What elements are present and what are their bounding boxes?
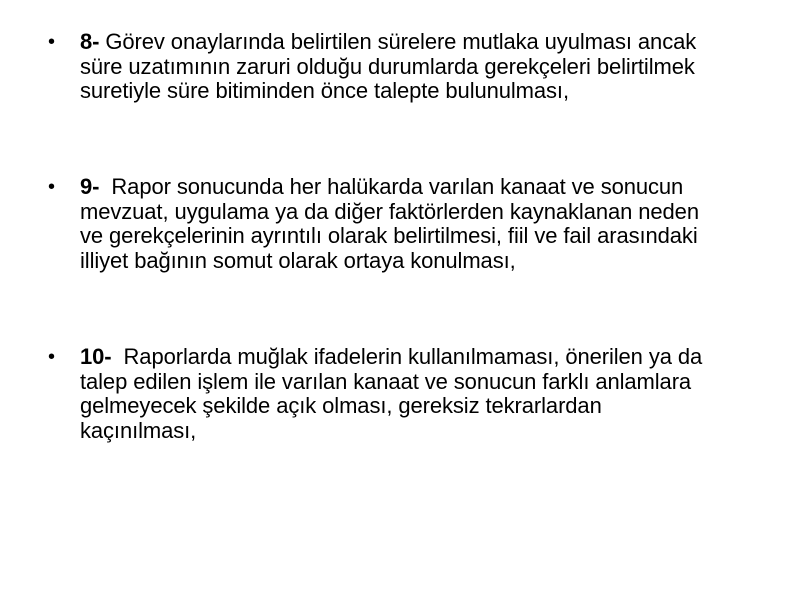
item-text — [80, 175, 720, 273]
bullet-icon: • — [48, 176, 56, 198]
item-text — [80, 345, 720, 443]
bullet-icon: • — [48, 31, 56, 53]
item-body: Raporlarda muğlak ifadelerin kullanılmaması, önerilen ya da talep edilen işlem ile varılan kanaat ve sonucun farklı anlamlara gelmeyecek şekilde açık olması, gereksiz tekrarlardan kaçınılması, — [80, 344, 709, 443]
item-number: 9- — [80, 174, 100, 199]
item-number: 8- — [80, 29, 100, 54]
bullet-icon: • — [48, 346, 56, 368]
item-number: 10- — [80, 344, 112, 369]
item-body: Görev onaylarında belirtilen sürelere mutlaka uyulması ancak süre uzatımının zaruri olduğu durumlarda gerekçeleri belirtilmek suretiyle süre bitiminden önce talepte bulunulması, — [80, 29, 697, 103]
item-text — [80, 30, 720, 104]
item-body: Rapor sonucunda her halükarda varılan kanaat ve sonucun mevzuat, uygulama ya da diğer faktörlerden kaynaklanan neden ve gerekçelerinin ayrıntılı olarak belirtilmesi, fiil ve fail arasındaki illiyet bağının somut olarak ortaya konulması, — [80, 174, 705, 273]
